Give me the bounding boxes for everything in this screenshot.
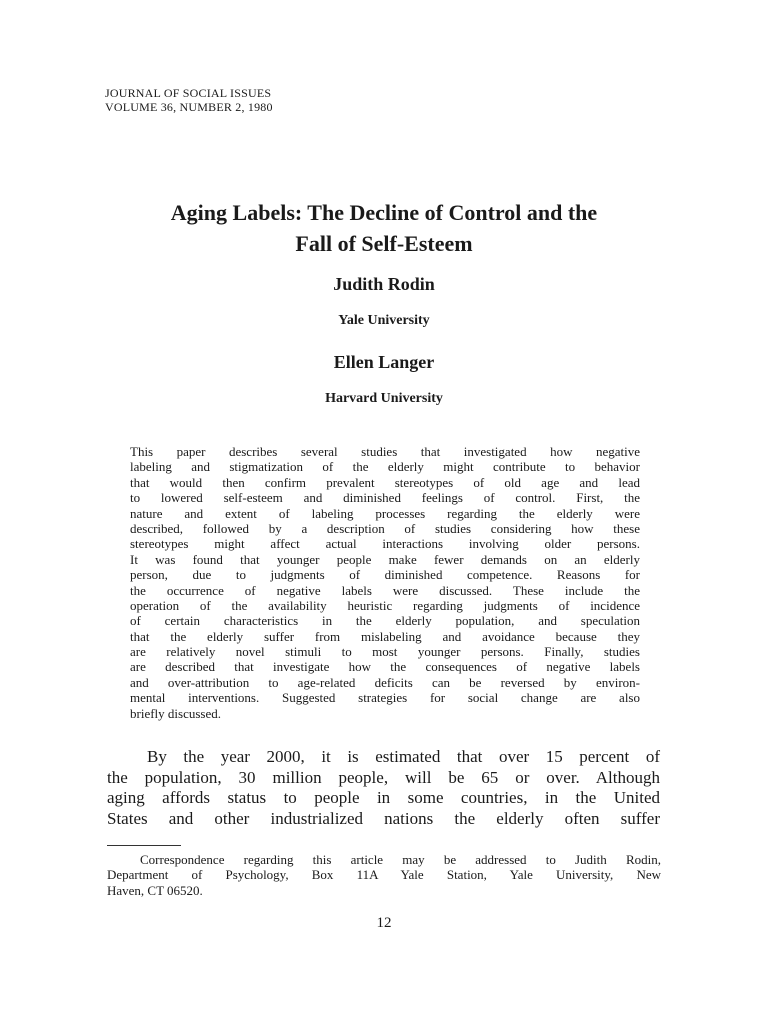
abstract-line: stereotypes might affect actual interactions involving older persons.	[130, 536, 640, 552]
journal-name: JOURNAL OF SOCIAL ISSUES	[105, 86, 272, 100]
abstract-line: the occurrence of negative labels were discussed. These include the	[130, 582, 640, 598]
abstract-line: that the elderly suffer from mislabeling and avoidance because they	[130, 628, 640, 644]
article-title	[80, 197, 688, 259]
body-line: aging affords status to people in some countries, in the United	[107, 788, 660, 807]
title-line-1: Aging Labels: The Decline of Control and the	[170, 200, 598, 225]
page-number: 12	[376, 915, 392, 931]
footnote-line: Department of Psychology, Box 11A Yale Station, Yale University, New	[107, 867, 661, 883]
author-2-affiliation: Harvard University	[325, 391, 443, 406]
abstract-line: briefly discussed.	[130, 705, 221, 721]
journal-volume: VOLUME 36, NUMBER 2, 1980	[105, 100, 273, 114]
body-line: By the year 2000, it is estimated that over 15 percent of	[147, 747, 660, 766]
abstract-line: labeling and stigmatization of the elderly might contribute to behavior	[130, 459, 640, 475]
footnote-rule	[107, 845, 181, 846]
abstract-line: of certain characteristics in the elderly population, and speculation	[130, 613, 640, 629]
body-paragraph	[107, 747, 660, 829]
abstract-line: mental interventions. Suggested strategies for social change are also	[130, 690, 640, 706]
abstract-line: person, due to judgments of diminished competence. Reasons for	[130, 567, 640, 583]
abstract-line: that would then confirm prevalent stereotypes of old age and lead	[130, 474, 640, 490]
title-line-2: Fall of Self-Esteem	[295, 231, 473, 256]
abstract-line: It was found that younger people make fewer demands on an elderly	[130, 551, 640, 567]
abstract-line: are described that investigate how the consequences of negative labels	[130, 659, 640, 675]
abstract-line: to lowered self-esteem and diminished feelings of control. First, the	[130, 490, 640, 506]
body-line: the population, 30 million people, will be 65 or over. Although	[107, 767, 660, 787]
body-line: States and other industrialized nations the elderly often suffer	[107, 808, 660, 828]
author-1-affiliation: Yale University	[338, 313, 430, 328]
abstract-line: This paper describes several studies that investigated how negative	[130, 444, 640, 459]
author-2-name: Ellen Langer	[333, 352, 435, 372]
author-1-name: Judith Rodin	[333, 274, 435, 294]
abstract-line: operation of the availability heuristic regarding judgments of incidence	[130, 597, 640, 613]
abstract-line: nature and extent of labeling processes regarding the elderly were	[130, 505, 640, 521]
abstract-line: are relatively novel stimuli to most younger persons. Finally, studies	[130, 644, 640, 660]
footnote-line: Correspondence regarding this article may be addressed to Judith Rodin,	[140, 852, 661, 867]
journal-header	[105, 86, 273, 114]
footnote	[107, 852, 661, 898]
abstract	[130, 444, 640, 721]
footnote-line: Haven, CT 06520.	[107, 882, 203, 898]
abstract-line: described, followed by a description of studies considering how these	[130, 520, 640, 536]
abstract-line: and over-attribution to age-related deficits can be reversed by environ-	[130, 674, 640, 690]
